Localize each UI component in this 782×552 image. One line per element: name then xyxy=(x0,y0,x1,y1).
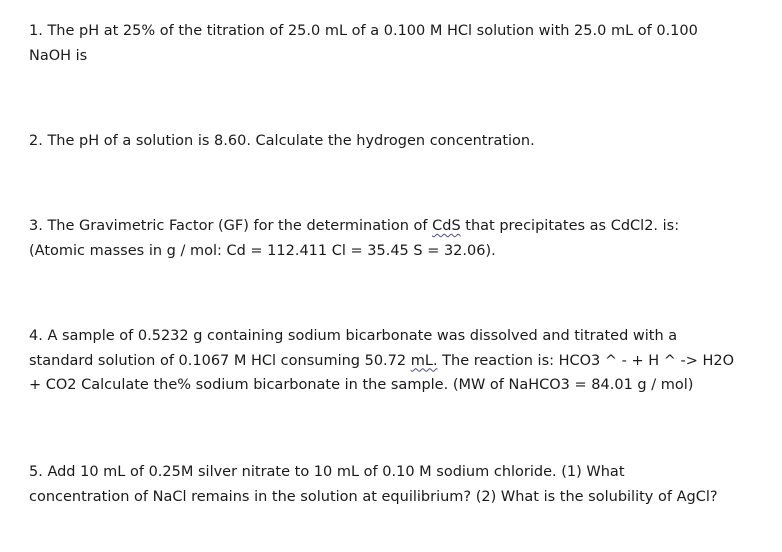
question-4-line-2 xyxy=(29,349,749,374)
question-3 xyxy=(29,214,749,263)
question-3-line-1 xyxy=(29,214,749,239)
question-3-line-1-end: that precipitates as CdCl2. is: xyxy=(460,218,680,234)
question-1 xyxy=(29,19,749,68)
question-5-line-1: 5. Add 10 mL of 0.25M silver nitrate to 10 mL of 0.10 M sodium chloride. (1) What xyxy=(29,464,625,480)
question-1-line-2: NaOH is xyxy=(29,47,88,64)
question-2-line-1: 2. The pH of a solution is 8.60. Calculate the hydrogen concentration. xyxy=(29,133,535,149)
question-5 xyxy=(29,460,749,509)
question-2 xyxy=(29,129,749,154)
question-3-line-2: (Atomic masses in g / mol: Cd = 112.411 Cl = 35.45 S = 32.06). xyxy=(29,242,496,259)
spellcheck-flagged-word: CdS xyxy=(432,218,461,234)
question-4-line-2-start: standard solution of 0.1067 M HCl consuming 50.72 xyxy=(29,352,411,369)
question-4-line-3: + CO2 Calculate the% sodium bicarbonate in the sample. (MW of NaHCO3 = 84.01 g / mol) xyxy=(29,377,694,393)
question-4 xyxy=(29,324,749,398)
question-1-line-1: 1. The pH at 25% of the titration of 25.0 mL of a 0.100 M HCl solution with 25.0 mL of 0.100 xyxy=(29,23,698,39)
question-3-line-1-start: 3. The Gravimetric Factor (GF) for the determination of xyxy=(29,218,433,234)
question-4-line-2-end: The reaction is: HCO3 ^ - + H ^ -> H2O xyxy=(437,352,735,369)
question-4-line-1: 4. A sample of 0.5232 g containing sodium bicarbonate was dissolved and titrated with a xyxy=(29,328,678,344)
question-5-line-2: concentration of NaCl remains in the solution at equilibrium? (2) What is the solubility of AgCl? xyxy=(29,488,718,505)
spellcheck-flagged-word: mL. xyxy=(410,352,438,369)
